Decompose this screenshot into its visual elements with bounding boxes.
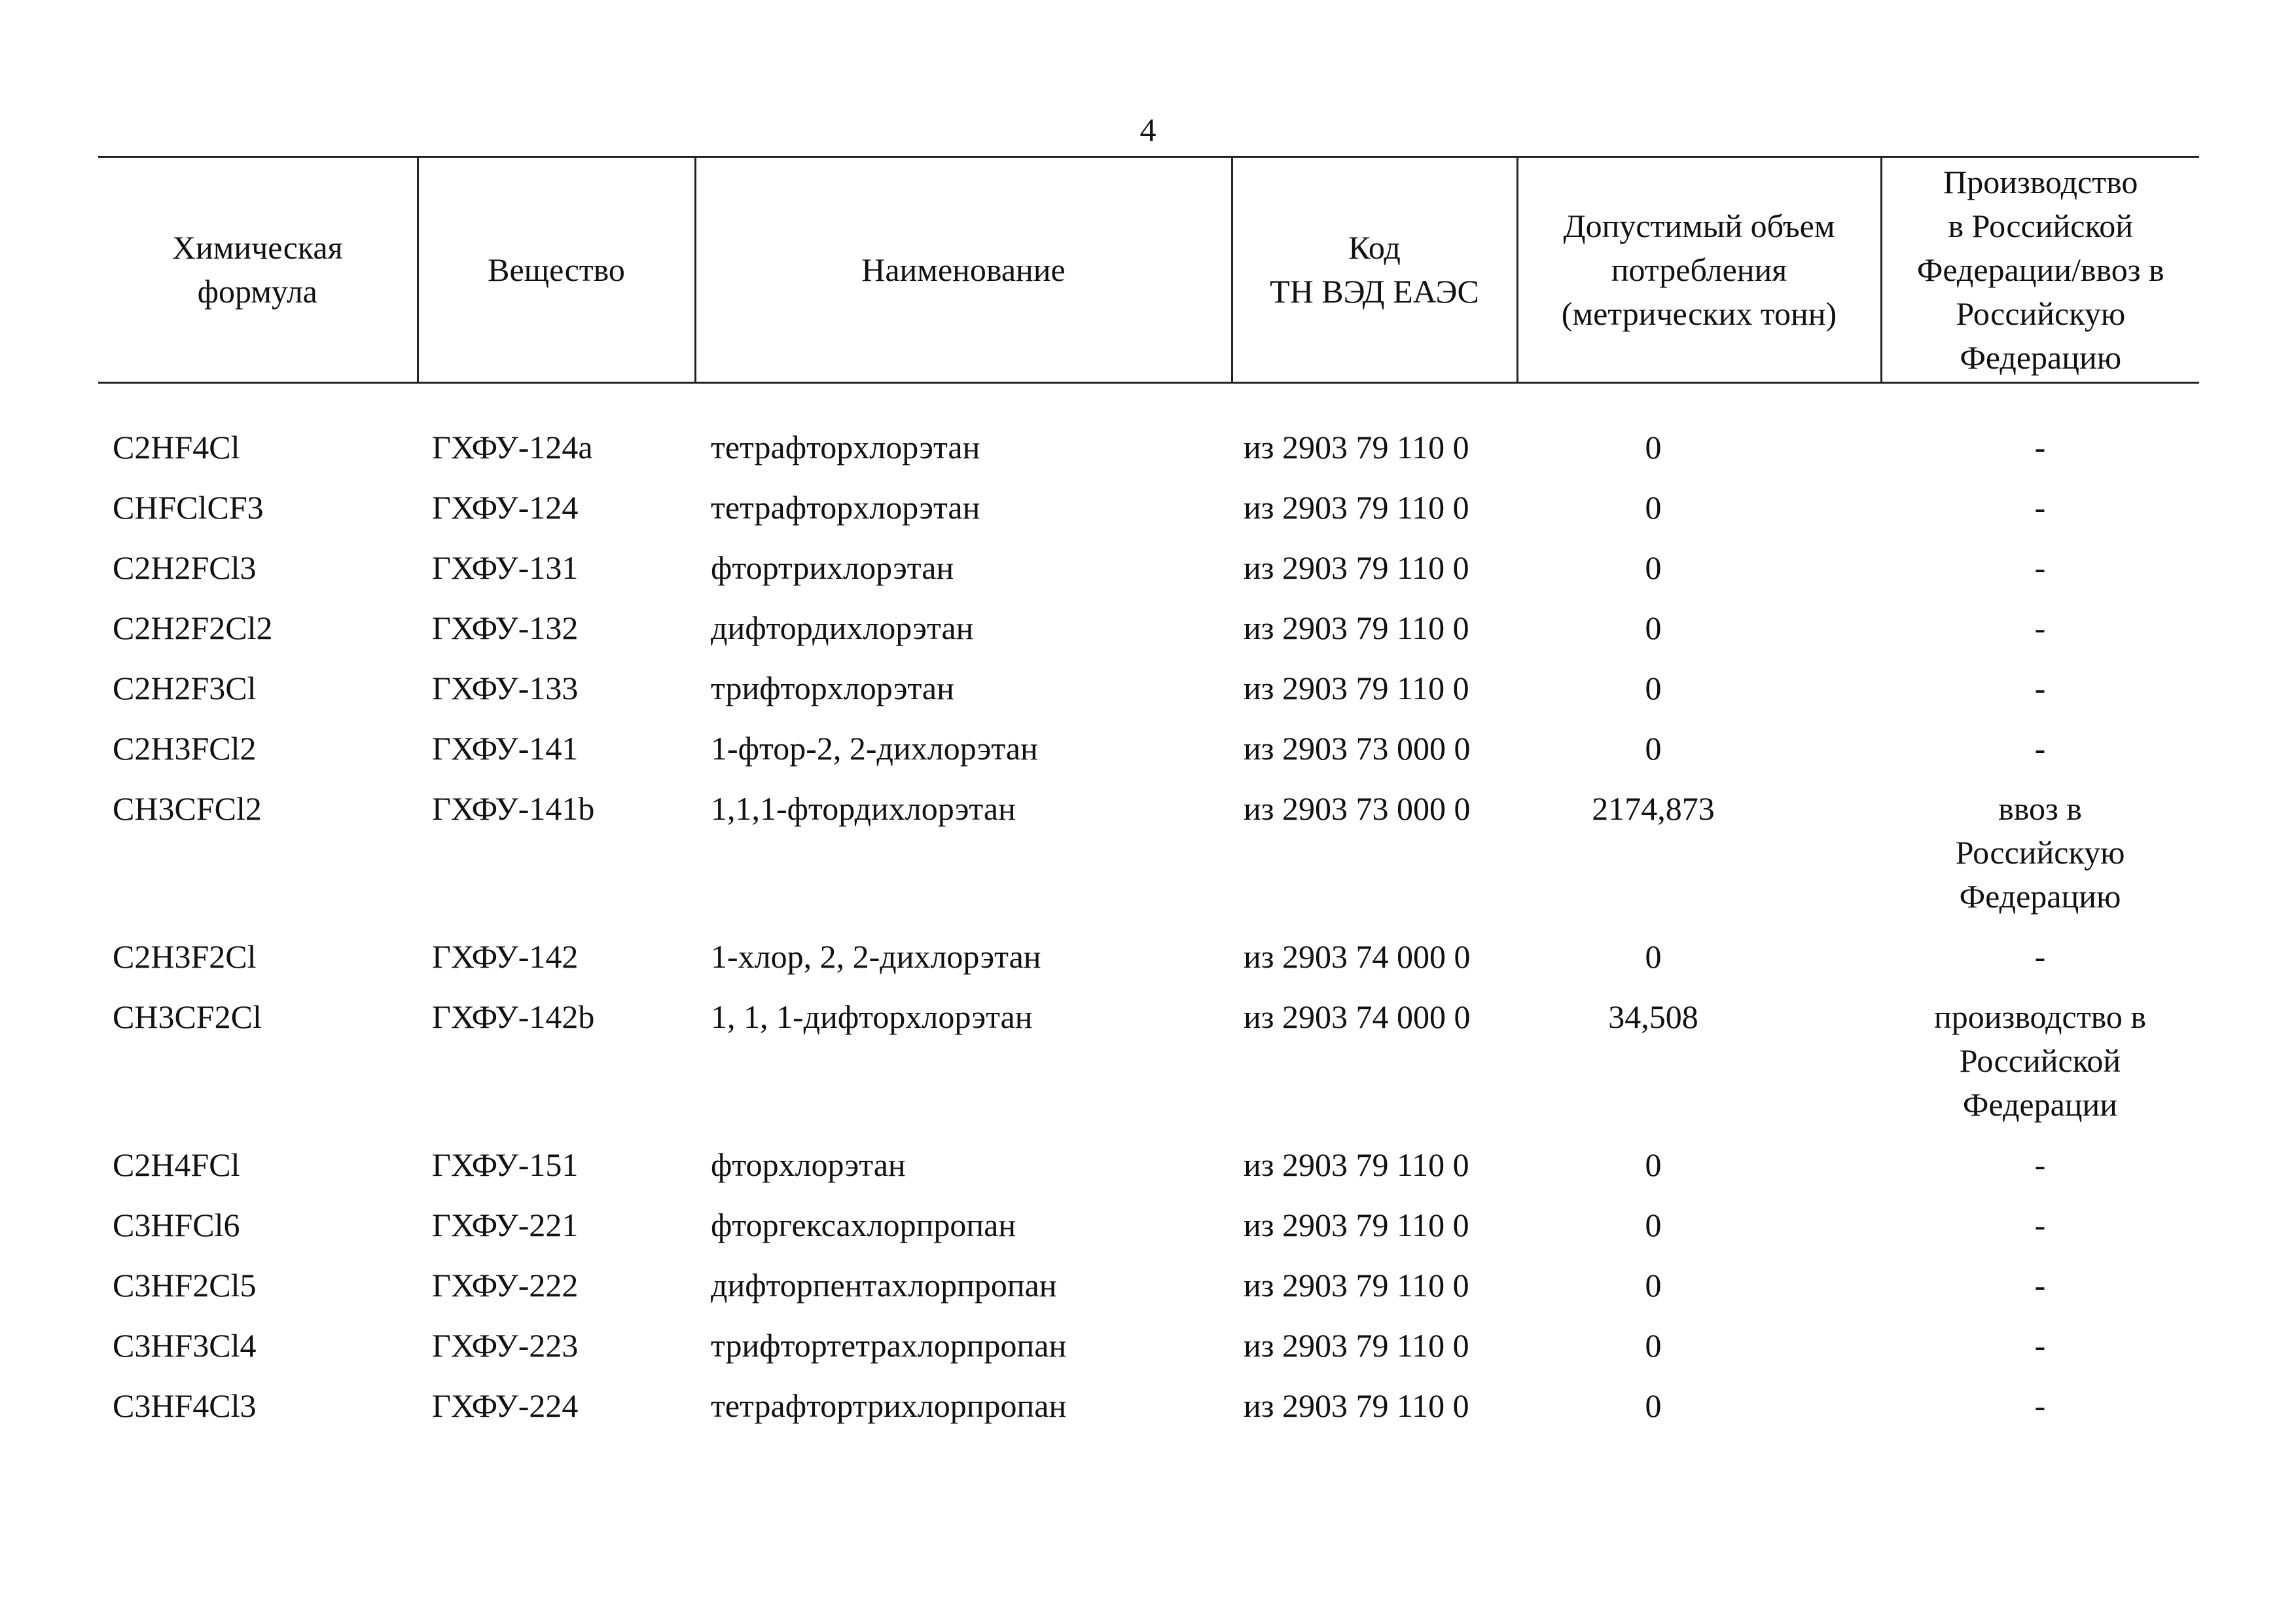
- column-header-volume: Допустимый объем потребления (метрических тонн): [1517, 157, 1881, 383]
- volume-cell: 2174,873: [1592, 790, 1715, 827]
- substance-cell: ГХФУ-124а: [432, 429, 593, 465]
- table-row: [98, 927, 2199, 987]
- substance-cell: ГХФУ-141b: [432, 790, 595, 827]
- table-row: [98, 779, 2199, 927]
- table-row: [98, 418, 2199, 478]
- table-row: [98, 1376, 2199, 1436]
- table-row: [98, 987, 2199, 1135]
- substance-cell: ГХФУ-141: [432, 730, 579, 767]
- volume-cell: 0: [1645, 1146, 1662, 1183]
- status-cell: -: [2034, 670, 2046, 706]
- code-cell: из 2903 79 110 0: [1244, 1207, 1469, 1243]
- header-row: [98, 157, 2199, 383]
- column-header-substance: Вещество: [418, 157, 695, 383]
- volume-cell: 0: [1645, 730, 1662, 767]
- name-cell: дифтордихлорэтан: [711, 610, 974, 646]
- table-row: [98, 1195, 2199, 1256]
- substance-cell: ГХФУ-124: [432, 489, 579, 526]
- code-cell: из 2903 79 110 0: [1244, 610, 1469, 646]
- formula-cell: C2H4FCl: [113, 1146, 240, 1183]
- volume-cell: 0: [1645, 1267, 1662, 1304]
- column-header-code: Код ТН ВЭД ЕАЭС: [1232, 157, 1517, 383]
- code-cell: из 2903 73 000 0: [1244, 730, 1471, 767]
- volume-cell: 0: [1645, 429, 1662, 465]
- substance-cell: ГХФУ-142b: [432, 998, 595, 1035]
- column-header-name: Наименование: [695, 157, 1232, 383]
- code-cell: из 2903 79 110 0: [1244, 549, 1469, 586]
- status-cell: -: [2034, 1146, 2046, 1183]
- status-cell: -: [2034, 730, 2046, 767]
- status-cell: -: [2034, 1387, 2046, 1424]
- volume-cell: 34,508: [1608, 998, 1698, 1035]
- spacer-cell: [98, 383, 2199, 418]
- code-cell: из 2903 73 000 0: [1244, 790, 1471, 827]
- formula-cell: C3HF3Cl4: [113, 1327, 257, 1364]
- substance-cell: ГХФУ-131: [432, 549, 579, 586]
- table-row: [98, 719, 2199, 779]
- name-cell: дифторпентахлорпропан: [711, 1267, 1057, 1304]
- table-body: [98, 383, 2199, 1437]
- substance-cell: ГХФУ-222: [432, 1267, 579, 1304]
- formula-cell: C2H2F3Cl: [113, 670, 257, 706]
- substance-cell: ГХФУ-132: [432, 610, 579, 646]
- status-cell: -: [2034, 1207, 2046, 1243]
- status-cell: ввоз в Российскую Федерацию: [1955, 790, 2125, 915]
- table-header: [98, 157, 2199, 383]
- formula-cell: CHFClCF3: [113, 489, 264, 526]
- volume-cell: 0: [1645, 1327, 1662, 1364]
- status-cell: производство в Российской Федерации: [1934, 998, 2146, 1123]
- status-cell: -: [2034, 489, 2046, 526]
- status-cell: -: [2034, 549, 2046, 586]
- name-cell: фтортрихлорэтан: [711, 549, 954, 586]
- table-spacer: [98, 383, 2199, 418]
- name-cell: фторхлорэтан: [711, 1146, 906, 1183]
- formula-cell: C2H2FCl3: [113, 549, 257, 586]
- volume-cell: 0: [1645, 1387, 1662, 1424]
- volume-cell: 0: [1645, 489, 1662, 526]
- volume-cell: 0: [1645, 1207, 1662, 1243]
- name-cell: 1-хлор, 2, 2-дихлорэтан: [711, 938, 1041, 975]
- substance-cell: ГХФУ-223: [432, 1327, 579, 1364]
- table-row: [98, 1135, 2199, 1195]
- code-cell: из 2903 74 000 0: [1244, 938, 1471, 975]
- code-cell: из 2903 79 110 0: [1244, 1267, 1469, 1304]
- volume-cell: 0: [1645, 938, 1662, 975]
- substance-cell: ГХФУ-151: [432, 1146, 579, 1183]
- formula-cell: CH3CFCl2: [113, 790, 262, 827]
- name-cell: трифторхлорэтан: [711, 670, 954, 706]
- table-row: [98, 598, 2199, 659]
- substance-cell: ГХФУ-142: [432, 938, 579, 975]
- substances-table: [98, 156, 2199, 1436]
- formula-cell: C3HF2Cl5: [113, 1267, 257, 1304]
- table-row: [98, 659, 2199, 719]
- name-cell: тетрафторхлорэтан: [711, 489, 980, 526]
- code-cell: из 2903 79 110 0: [1244, 489, 1469, 526]
- volume-cell: 0: [1645, 549, 1662, 586]
- code-cell: из 2903 79 110 0: [1244, 429, 1469, 465]
- status-cell: -: [2034, 429, 2046, 465]
- page-number: 4: [1139, 111, 1157, 148]
- status-cell: -: [2034, 938, 2046, 975]
- volume-cell: 0: [1645, 610, 1662, 646]
- name-cell: 1, 1, 1-дифторхлорэтан: [711, 998, 1033, 1035]
- name-cell: тетрафторхлорэтан: [711, 429, 980, 465]
- formula-cell: C3HF4Cl3: [113, 1387, 257, 1424]
- table-row: [98, 1256, 2199, 1316]
- table-row: [98, 538, 2199, 598]
- volume-cell: 0: [1645, 670, 1662, 706]
- code-cell: из 2903 79 110 0: [1244, 1387, 1469, 1424]
- formula-cell: C2H3F2Cl: [113, 938, 257, 975]
- substance-cell: ГХФУ-133: [432, 670, 579, 706]
- name-cell: фторгексахлорпропан: [711, 1207, 1016, 1243]
- status-cell: -: [2034, 1267, 2046, 1304]
- code-cell: из 2903 79 110 0: [1244, 1327, 1469, 1364]
- status-cell: -: [2034, 1327, 2046, 1364]
- name-cell: 1-фтор-2, 2-дихлорэтан: [711, 730, 1038, 767]
- status-cell: -: [2034, 610, 2046, 646]
- code-cell: из 2903 74 000 0: [1244, 998, 1471, 1035]
- code-cell: из 2903 79 110 0: [1244, 670, 1469, 706]
- column-header-status: Производство в Российской Федерации/ввоз в Российскую Федерацию: [1881, 157, 2199, 383]
- table-row: [98, 1316, 2199, 1376]
- table-row: [98, 478, 2199, 538]
- name-cell: тетрафтортрихлорпропан: [711, 1387, 1067, 1424]
- formula-cell: C2H3FCl2: [113, 730, 257, 767]
- formula-cell: C3HFCl6: [113, 1207, 240, 1243]
- name-cell: трифтортетрахлорпропан: [711, 1327, 1067, 1364]
- formula-cell: C2HF4Cl: [113, 429, 240, 465]
- column-header-formula: Химическая формула: [98, 157, 418, 383]
- code-cell: из 2903 79 110 0: [1244, 1146, 1469, 1183]
- formula-cell: C2H2F2Cl2: [113, 610, 273, 646]
- substance-cell: ГХФУ-221: [432, 1207, 579, 1243]
- formula-cell: CH3CF2Cl: [113, 998, 262, 1035]
- substance-cell: ГХФУ-224: [432, 1387, 579, 1424]
- name-cell: 1,1,1-фтордихлорэтан: [711, 790, 1016, 827]
